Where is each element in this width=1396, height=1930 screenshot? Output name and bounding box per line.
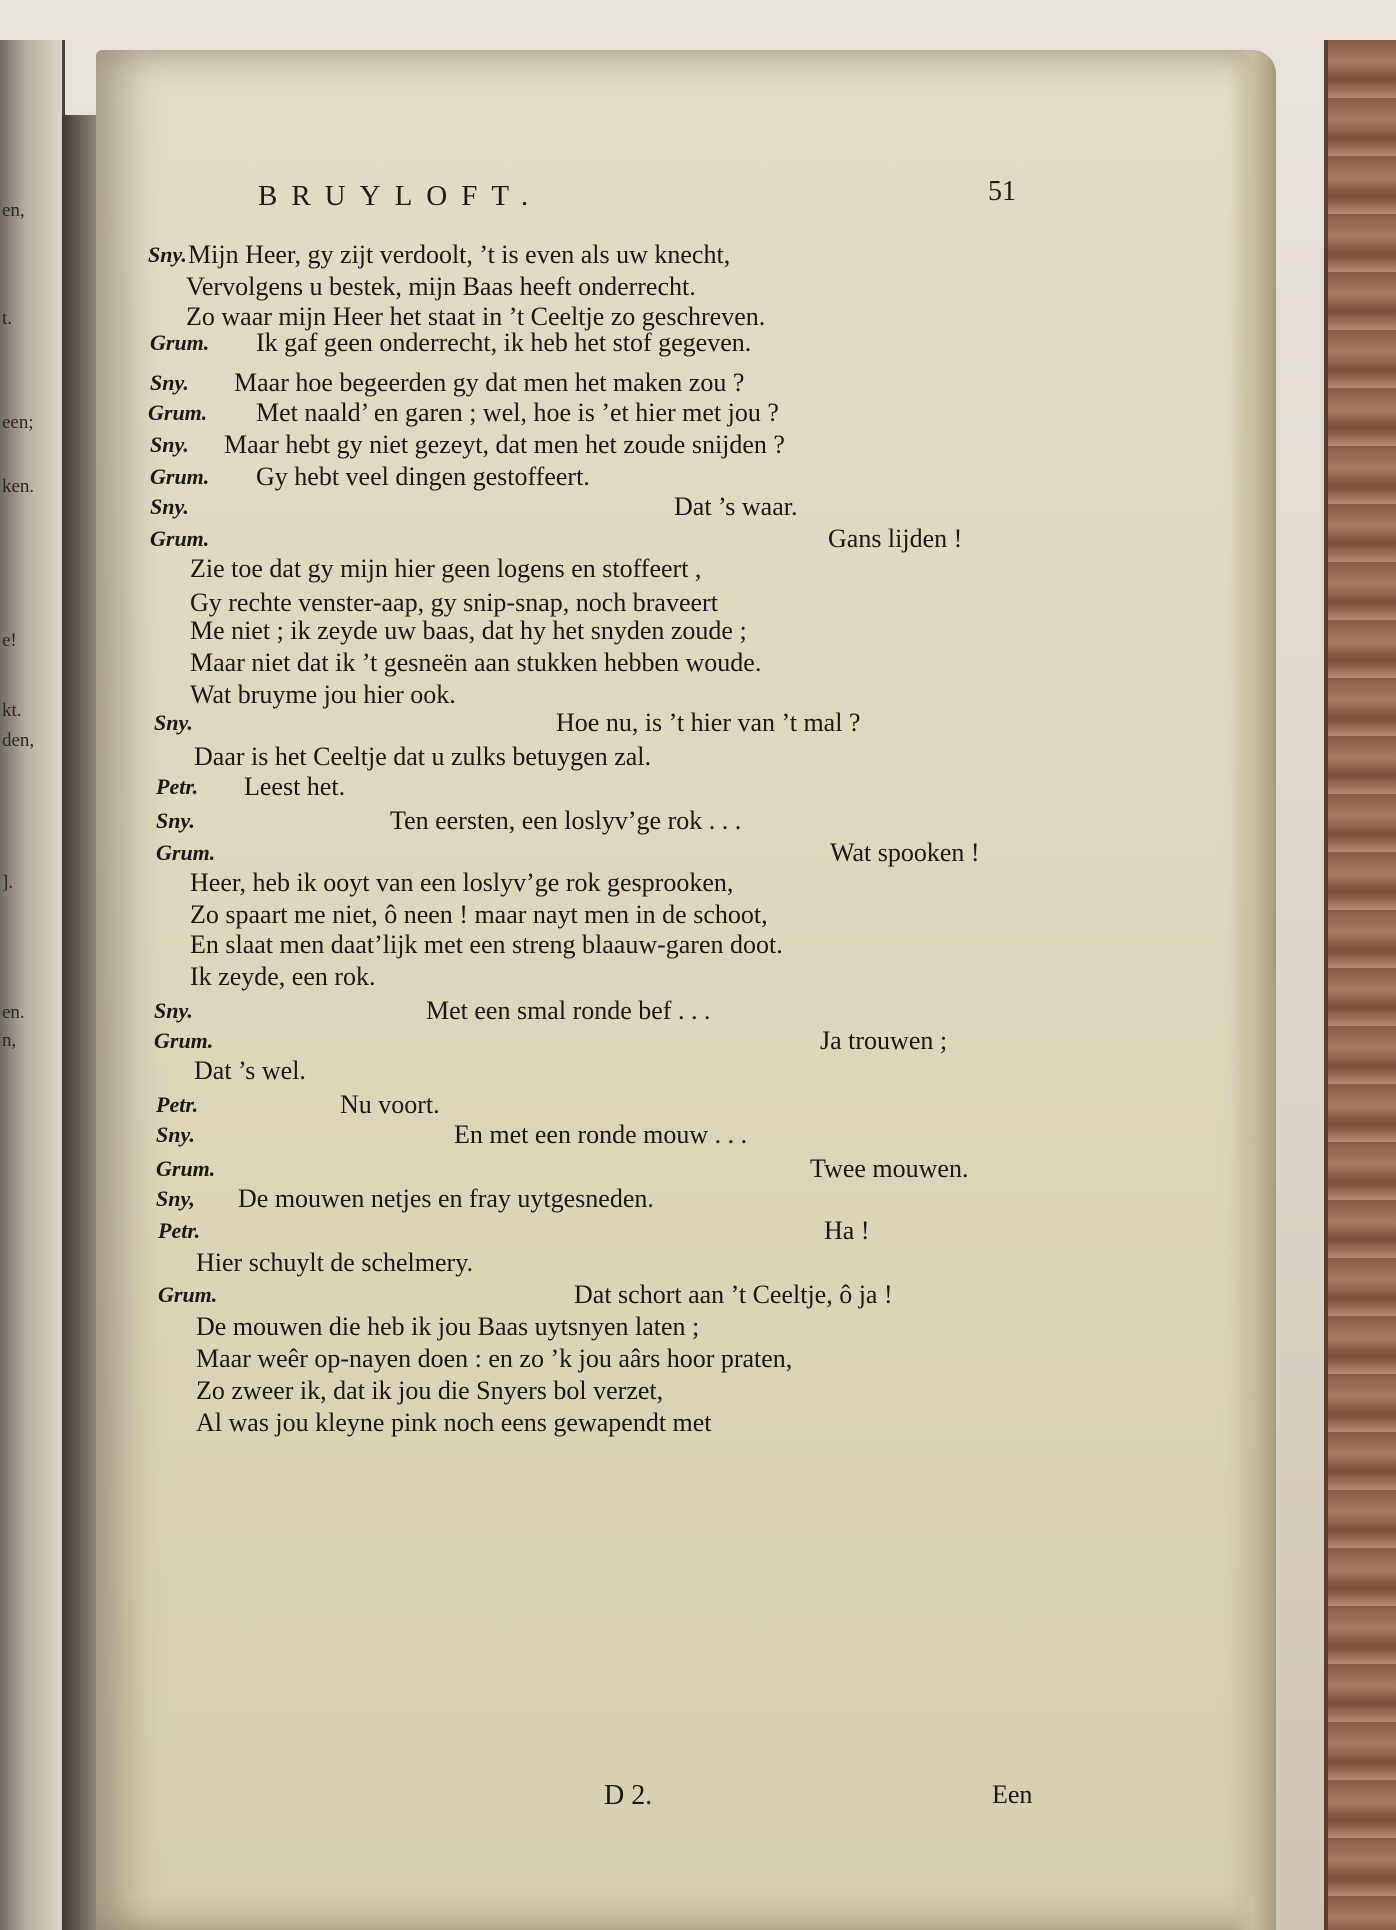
verse-line: En met een ronde mouw . . . (454, 1120, 748, 1149)
verse-line: Daar is het Ceeltje dat u zulks betuygen zal. (194, 742, 652, 771)
verse-line: Gy rechte venster-aap, gy snip-snap, noch braveert (190, 588, 718, 617)
verse-line: Maar weêr op-nayen doen : en zo ’k jou aârs hoor praten, (196, 1344, 793, 1373)
verse-line: Ik gaf geen onderrecht, ik heb het stof gegeven. (256, 328, 752, 357)
left-page-fragment: den, (2, 730, 35, 751)
verse-line: De mouwen netjes en fray uytgesneden. (238, 1184, 654, 1213)
left-page-fragment: en. (2, 1002, 25, 1023)
speaker-label: Grum. (158, 1282, 218, 1307)
book-binding (1324, 40, 1396, 1930)
verse-line: Zo spaart me niet, ô neen ! maar nayt men in de schoot, (190, 900, 768, 929)
verse-line: Wat spooken ! (830, 838, 980, 867)
verse-line: Ten eersten, een loslyv’ge rok . . . (390, 806, 742, 835)
verse-line: Nu voort. (340, 1090, 440, 1119)
verse-line: Dat ’s wel. (194, 1056, 306, 1085)
verse-line: Vervolgens u bestek, mijn Baas heeft onderrecht. (186, 272, 696, 301)
speaker-label: Grum. (150, 464, 210, 489)
verse-line: Leest het. (244, 772, 346, 801)
speaker-label: Sny. (154, 710, 193, 735)
running-head: BRUYLOFT. (258, 180, 543, 212)
verse-line: Ja trouwen ; (820, 1026, 948, 1055)
verse-line: Met een smal ronde bef . . . (426, 996, 711, 1025)
speaker-label: Sny. (154, 998, 193, 1023)
left-page-fragment: ]. (2, 872, 14, 893)
left-page-fragment: n, (2, 1030, 17, 1051)
speaker-label: Petr. (158, 1218, 201, 1243)
speaker-label: Grum. (150, 526, 210, 551)
verse-line: Maar hebt gy niet gezeyt, dat men het zoude snijden ? (224, 430, 785, 459)
catchword: Een (992, 1780, 1033, 1809)
verse-line: Ha ! (824, 1216, 870, 1245)
left-page-fragment: en, (2, 200, 25, 221)
verse-line: Dat ’s waar. (674, 492, 798, 521)
left-page-fragment: t. (2, 308, 13, 329)
speaker-label: Grum. (148, 400, 208, 425)
verse-line: Mijn Heer, gy zijt verdoolt, ’t is even als uw knecht, (188, 240, 731, 269)
verse-line: Al was jou kleyne pink noch eens gewapendt met (196, 1408, 712, 1437)
verse-line: Gans lijden ! (828, 524, 963, 553)
verse-line: Gy hebt veel dingen gestoffeert. (256, 462, 590, 491)
speaker-label: Grum. (154, 1028, 214, 1053)
speaker-label: Sny. (156, 808, 195, 833)
speaker-label: Sny. (150, 432, 189, 457)
verse-line: De mouwen die heb ik jou Baas uytsnyen laten ; (196, 1312, 700, 1341)
verse-line: Hier schuylt de schelmery. (196, 1248, 473, 1277)
verse-line: Maar niet dat ik ’t gesneën aan stukken hebben woude. (190, 648, 762, 677)
speaker-label: Sny. (150, 370, 189, 395)
speaker-label: Grum. (156, 1156, 216, 1181)
left-page-fragment: ken. (2, 476, 35, 497)
speaker-label: Sny. (156, 1122, 195, 1147)
speaker-label: Petr. (156, 774, 199, 799)
page-number: 51 (988, 176, 1016, 207)
speaker-label: Petr. (156, 1092, 199, 1117)
verse-line: Wat bruyme jou hier ook. (190, 680, 456, 709)
verse-line: Zo waar mijn Heer het staat in ’t Ceeltje zo geschreven. (186, 302, 766, 331)
verse-line: Met naald’ en garen ; wel, hoe is ’et hier met jou ? (256, 398, 779, 427)
left-page-fragment: kt. (2, 700, 22, 721)
verse-line: Zo zweer ik, dat ik jou die Snyers bol verzet, (196, 1376, 664, 1405)
verse-line: Dat schort aan ’t Ceeltje, ô ja ! (574, 1280, 893, 1309)
verse-line: Twee mouwen. (810, 1154, 969, 1183)
verse-line: Ik zeyde, een rok. (190, 962, 376, 991)
verse-line: Maar hoe begeerden gy dat men het maken zou ? (234, 368, 745, 397)
verse-line: Heer, heb ik ooyt van een loslyv’ge rok gesprooken, (190, 868, 734, 897)
speaker-label: Grum. (156, 840, 216, 865)
verse-line: En slaat men daat’lijk met een streng blaauw-garen doot. (190, 930, 783, 959)
page-edge (1230, 50, 1276, 1930)
verse-line: Hoe nu, is ’t hier van ’t mal ? (556, 708, 861, 737)
left-page-fragment: e! (2, 630, 17, 651)
speaker-label: Sny. (150, 494, 189, 519)
verse-line: Me niet ; ik zeyde uw baas, dat hy het snyden zoude ; (190, 616, 747, 645)
left-page-fragment: een; (2, 412, 34, 433)
signature-mark: D 2. (604, 1780, 653, 1811)
speaker-label: Grum. (150, 330, 210, 355)
left-page (0, 40, 65, 1930)
speaker-label: Sny, (156, 1186, 195, 1211)
verse-line: Zie toe dat gy mijn hier geen logens en stoffeert , (190, 554, 702, 583)
speaker-label: Sny. (148, 242, 187, 267)
